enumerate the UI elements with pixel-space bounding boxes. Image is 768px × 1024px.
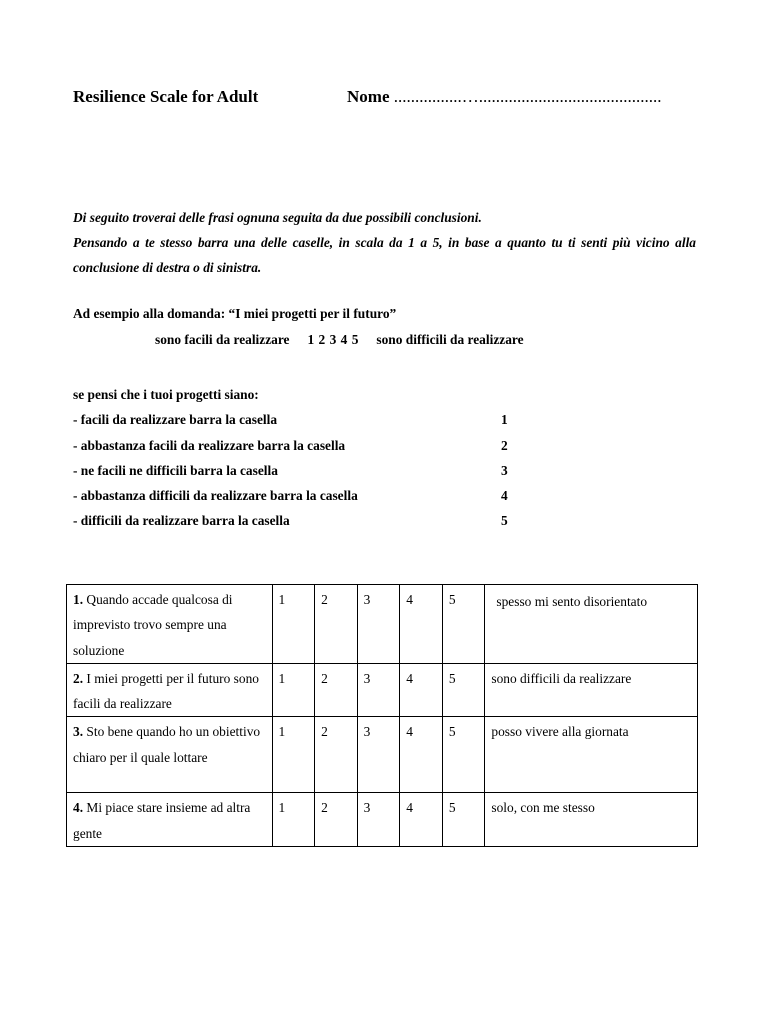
instruction-number: 5 [501, 513, 508, 529]
instructions [73, 382, 523, 534]
statement-right: posso vivere alla giornata [485, 717, 698, 793]
table-row [67, 663, 698, 717]
document-title: Resilience Scale for Adult [73, 87, 259, 106]
statement-text: I miei progetti per il futuro sono facili da realizzare [73, 670, 259, 712]
statement-text: Quando accade qualcosa di imprevisto trovo sempre una soluzione [73, 592, 233, 658]
question-number: 4. [73, 800, 84, 816]
example-left: sono facili da realizzare [155, 332, 290, 347]
example-right: sono difficili da realizzare [376, 332, 524, 347]
scale-box-1[interactable]: 1 [272, 585, 315, 664]
instruction-text: - difficili da realizzare barra la casella [73, 513, 290, 529]
scale-box-5[interactable]: 5 [442, 793, 485, 847]
scale-box-3[interactable]: 3 [357, 793, 400, 847]
intro-text [73, 205, 696, 280]
instruction-text: - abbastanza facili da realizzare barra la casella [73, 437, 346, 453]
instruction-number: 2 [501, 437, 508, 453]
statement-text: Mi piace stare insieme ad altra gente [73, 800, 251, 841]
statement-right: solo, con me stesso [485, 793, 698, 847]
table-row [67, 717, 698, 793]
scale-box-2[interactable]: 2 [315, 663, 358, 717]
resilience-scale-table [66, 584, 698, 847]
table-row [67, 585, 698, 664]
instruction-item [73, 407, 523, 432]
instruction-item [73, 483, 523, 508]
scale-box-4[interactable]: 4 [400, 585, 443, 664]
intro-line-2: Pensando a te stesso barra una delle caselle, in scala da 1 a 5, in base a quanto tu ti senti più vicino alla conclusione di destra o di sinistra. [73, 235, 696, 275]
statement-right: sono difficili da realizzare [485, 663, 698, 717]
scale-box-2[interactable]: 2 [315, 717, 358, 793]
instructions-heading: se pensi che i tuoi progetti siano: [73, 387, 259, 402]
instruction-number: 3 [501, 462, 508, 478]
scale-box-2[interactable]: 2 [315, 585, 358, 664]
statement-left [67, 717, 273, 793]
scale-box-1[interactable]: 1 [272, 663, 315, 717]
name-dots: ................…........................................... [393, 87, 662, 106]
scale-box-1[interactable]: 1 [272, 717, 315, 793]
scale-box-4[interactable]: 4 [400, 793, 443, 847]
statement-left [67, 793, 273, 847]
example-scale: 1 2 3 4 5 [307, 332, 359, 347]
statement-left [67, 585, 273, 664]
example-prompt: Ad esempio alla domanda: “I miei progetti per il futuro” [73, 306, 397, 321]
instruction-text: - facili da realizzare barra la casella [73, 412, 278, 428]
instruction-item [73, 508, 523, 533]
question-number: 1. [73, 592, 84, 607]
statement-right: spesso mi sento disorientato [485, 585, 698, 664]
scale-box-2[interactable]: 2 [315, 793, 358, 847]
table-row [67, 793, 698, 847]
question-number: 3. [73, 724, 84, 740]
instruction-number: 4 [501, 488, 508, 504]
scale-box-4[interactable]: 4 [400, 717, 443, 793]
statement-left [67, 663, 273, 717]
scale-box-5[interactable]: 5 [442, 585, 485, 664]
instruction-item [73, 433, 523, 458]
scale-box-3[interactable]: 3 [357, 663, 400, 717]
scale-box-4[interactable]: 4 [400, 663, 443, 717]
scale-box-5[interactable]: 5 [442, 717, 485, 793]
scale-box-3[interactable]: 3 [357, 717, 400, 793]
scale-box-5[interactable]: 5 [442, 663, 485, 717]
question-number: 2. [73, 670, 84, 686]
instruction-text: - ne facili ne difficili barra la casella [73, 462, 278, 478]
name-field [347, 87, 661, 107]
instruction-number: 1 [501, 412, 508, 428]
name-label: Nome [347, 87, 390, 106]
intro-line-1: Di seguito troverai delle frasi ognuna seguita da due possibili conclusioni. [73, 210, 482, 225]
instruction-item [73, 458, 523, 483]
instruction-text: - abbastanza difficili da realizzare barra la casella [73, 488, 358, 504]
statement-text: Sto bene quando ho un obiettivo chiaro per il quale lottare [73, 724, 261, 765]
scale-box-3[interactable]: 3 [357, 585, 400, 664]
scale-box-1[interactable]: 1 [272, 793, 315, 847]
example-scale-line [155, 332, 524, 348]
